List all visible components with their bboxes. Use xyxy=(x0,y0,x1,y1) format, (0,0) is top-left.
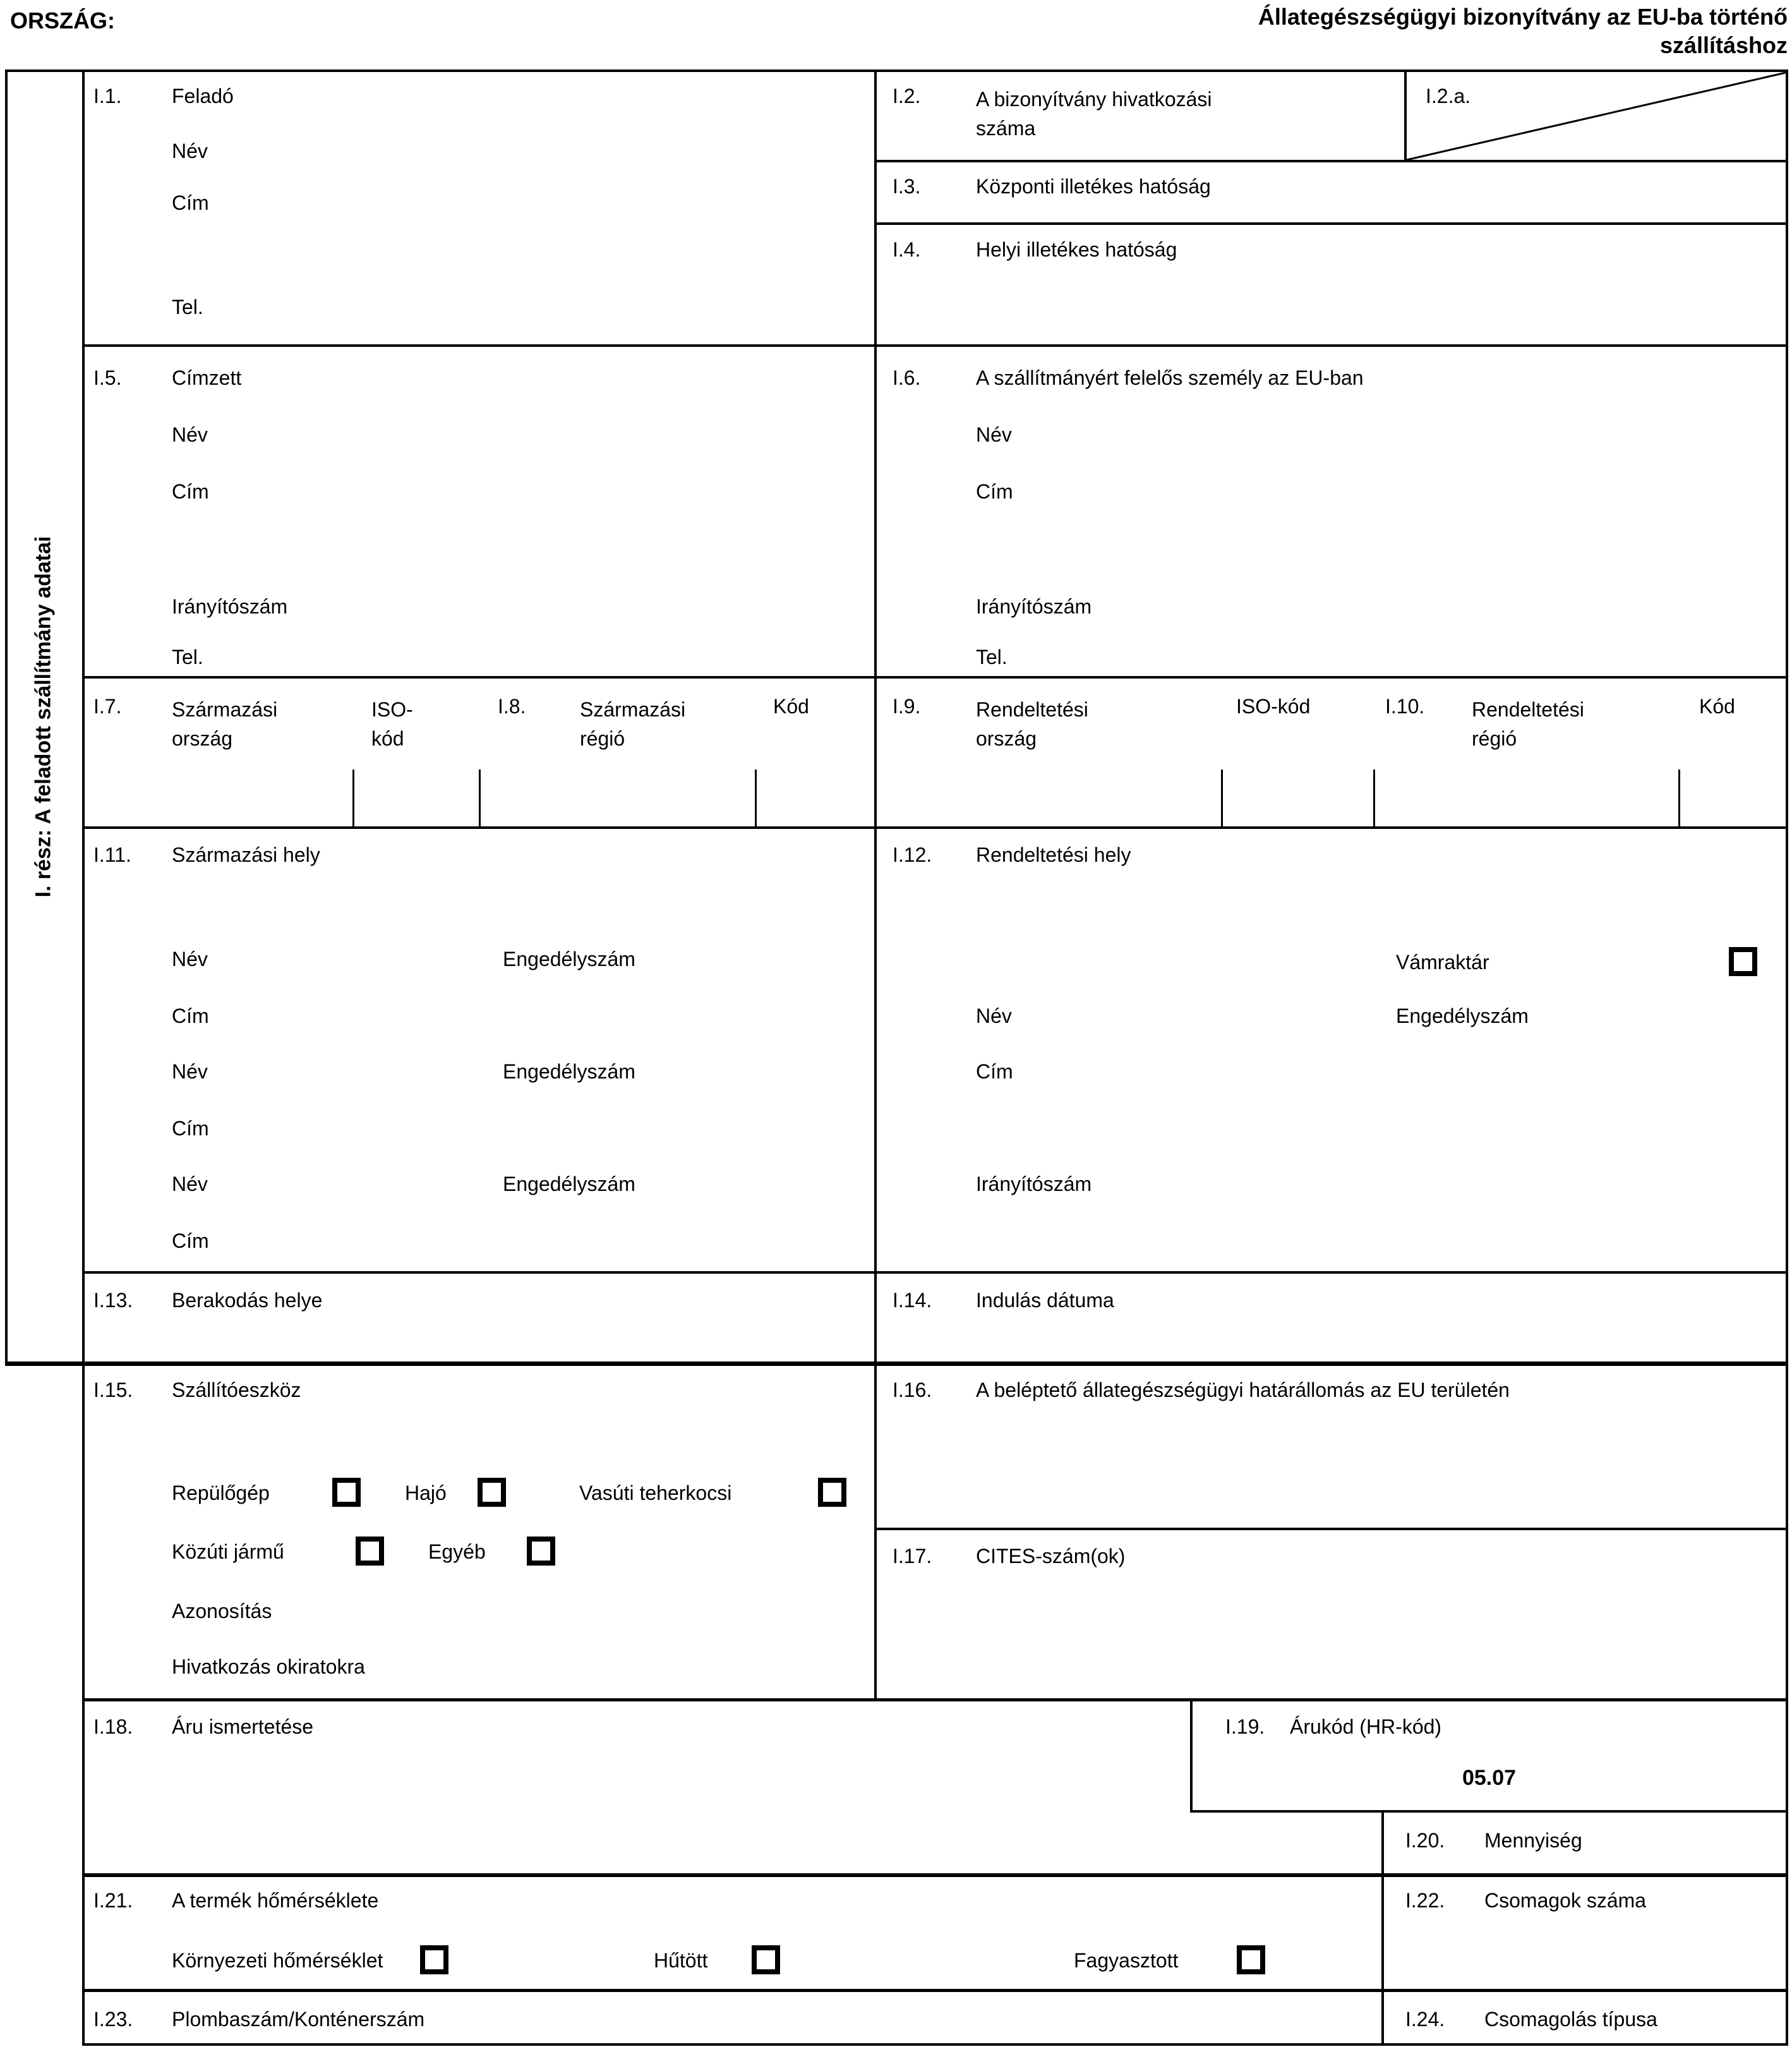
field-i2-heading xyxy=(893,85,1273,143)
grid-line-left xyxy=(5,69,8,1366)
i11-address2-label: Cím xyxy=(172,1117,209,1140)
field-i10-number: I.10. xyxy=(1385,695,1425,718)
field-i24-heading xyxy=(1405,2008,1657,2031)
i1-tel-label: Tel. xyxy=(172,296,203,318)
i21-frozen-label: Fagyasztott xyxy=(1074,1949,1179,1972)
field-i3-heading xyxy=(893,175,1211,198)
field-i23-number: I.23. xyxy=(93,2008,133,2031)
grid-line xyxy=(82,1873,1788,1877)
field-i21-heading xyxy=(93,1889,378,1912)
field-i5-number: I.5. xyxy=(93,366,122,389)
field-i4-number: I.4. xyxy=(893,238,921,261)
i6-name-label: Név xyxy=(976,423,1012,446)
grid-line-bottom xyxy=(82,2043,1788,2046)
grid-line xyxy=(82,826,1788,829)
code-tick xyxy=(1221,770,1223,826)
field-i11-number: I.11. xyxy=(93,843,131,866)
field-i6-heading xyxy=(893,366,1364,390)
i15-railway-label: Vasúti teherkocsi xyxy=(579,1482,732,1504)
part1-sidebar xyxy=(5,72,82,1362)
grid-line xyxy=(874,1528,1788,1530)
field-i2-number: I.2. xyxy=(893,85,921,107)
i5-name-label: Név xyxy=(172,423,208,446)
field-i18-number: I.18. xyxy=(93,1715,133,1738)
field-i18-heading xyxy=(93,1715,313,1739)
certificate-title xyxy=(1258,3,1788,59)
field-i16-heading xyxy=(893,1379,1510,1402)
field-i15-label: Szállítóeszköz xyxy=(172,1379,301,1401)
field-i20-heading xyxy=(1405,1829,1582,1852)
field-i13-number: I.13. xyxy=(93,1289,133,1312)
field-i12-label: Rendeltetési hely xyxy=(976,843,1131,866)
code-tick xyxy=(479,770,481,826)
field-i7-heading xyxy=(93,695,323,753)
i21-chilled-label: Hűtött xyxy=(654,1949,708,1972)
field-i7-number: I.7. xyxy=(93,695,122,718)
field-i7-label: Származási ország xyxy=(172,698,278,750)
field-i17-number: I.17. xyxy=(893,1545,932,1567)
field-i4-label: Helyi illetékes hatóság xyxy=(976,238,1177,261)
i11-address3-label: Cím xyxy=(172,1229,209,1252)
field-i22-label: Csomagok száma xyxy=(1484,1889,1647,1912)
field-i5-heading xyxy=(93,366,241,390)
field-i1-number: I.1. xyxy=(93,85,122,107)
ambient-temperature-checkbox[interactable] xyxy=(420,1945,448,1974)
grid-line xyxy=(82,344,1788,347)
field-i14-label: Indulás dátuma xyxy=(976,1289,1114,1312)
i9-iso-code-label: ISO-kód xyxy=(1236,695,1311,718)
i5-address-label: Cím xyxy=(172,480,209,503)
field-i3-label: Központi illetékes hatóság xyxy=(976,175,1211,198)
field-i14-number: I.14. xyxy=(893,1289,932,1312)
i10-code-label: Kód xyxy=(1699,695,1735,718)
field-i3-number: I.3. xyxy=(893,175,921,198)
field-i6-number: I.6. xyxy=(893,366,921,389)
grid-line xyxy=(874,222,1788,225)
i15-other-label: Egyéb xyxy=(428,1540,486,1563)
chilled-checkbox[interactable] xyxy=(752,1945,780,1974)
field-i22-heading xyxy=(1405,1889,1646,1912)
grid-line-right xyxy=(1786,69,1788,2046)
grid-line xyxy=(82,1271,1788,1274)
field-i16-label: A beléptető állategészségügyi határállomás az EU területén xyxy=(976,1379,1510,1401)
field-i4-heading xyxy=(893,238,1177,262)
field-i23-label: Plombaszám/Konténerszám xyxy=(172,2008,425,2031)
i12-name-label: Név xyxy=(976,1005,1012,1027)
field-i15-heading xyxy=(93,1379,301,1402)
grid-line xyxy=(82,676,1788,679)
frozen-checkbox[interactable] xyxy=(1237,1945,1265,1974)
field-i11-label: Származási hely xyxy=(172,843,320,866)
field-i20-label: Mennyiség xyxy=(1484,1829,1582,1852)
field-i8-number: I.8. xyxy=(498,695,526,718)
i12-address-label: Cím xyxy=(976,1060,1013,1083)
field-i6-label: A szállítmányért felelős személy az EU-ban xyxy=(976,366,1364,389)
grid-line xyxy=(1190,1810,1788,1813)
country-label: ORSZÁG: xyxy=(10,8,115,33)
field-i5-label: Címzett xyxy=(172,366,242,389)
i12-postcode-label: Irányítószám xyxy=(976,1173,1092,1195)
i1-name-label: Név xyxy=(172,140,208,162)
field-i21-number: I.21. xyxy=(93,1889,133,1912)
grid-line xyxy=(1381,1810,1384,2046)
field-i24-label: Csomagolás típusa xyxy=(1484,2008,1657,2031)
code-tick xyxy=(352,770,354,826)
field-i12-number: I.12. xyxy=(893,843,932,866)
field-i1-heading xyxy=(93,85,234,108)
i21-ambient-label: Környezeti hőmérséklet xyxy=(172,1949,383,1972)
i15-road-vehicle-label: Közúti jármű xyxy=(172,1540,284,1563)
i1-address-label: Cím xyxy=(172,191,209,214)
field-i1-label: Feladó xyxy=(172,85,234,107)
certificate-title-line1: Állategészségügyi bizonyítvány az EU-ba történő xyxy=(1258,4,1788,30)
field-i17-label: CITES-szám(ok) xyxy=(976,1545,1126,1567)
field-i8-label: Származási régió xyxy=(580,698,686,750)
code-tick xyxy=(755,770,757,826)
field-i10-heading xyxy=(1385,695,1623,753)
code-tick xyxy=(1373,770,1375,826)
i11-name3-label: Név xyxy=(172,1173,208,1195)
grid-line-thick xyxy=(5,1362,1788,1366)
field-i24-number: I.24. xyxy=(1405,2008,1445,2031)
field-i19-label: Árukód (HR-kód) xyxy=(1290,1715,1442,1738)
i6-tel-label: Tel. xyxy=(976,646,1007,668)
i7-iso-code-label: ISO-kód xyxy=(371,698,413,750)
i15-airplane-label: Repülőgép xyxy=(172,1482,270,1504)
field-i21-label: A termék hőmérséklete xyxy=(172,1889,379,1912)
i15-documentary-references-label: Hivatkozás okiratokra xyxy=(172,1655,365,1678)
i12-approval-label: Engedélyszám xyxy=(1396,1005,1529,1027)
road-vehicle-checkbox[interactable] xyxy=(356,1537,384,1566)
i11-name1-label: Név xyxy=(172,948,208,970)
i8-code-label: Kód xyxy=(773,695,809,718)
code-tick xyxy=(1678,770,1680,826)
field-i8-heading xyxy=(498,695,731,753)
i5-tel-label: Tel. xyxy=(172,646,203,668)
field-i19-number: I.19. xyxy=(1225,1715,1265,1738)
i5-postcode-label: Irányítószám xyxy=(172,595,288,618)
field-i19-heading xyxy=(1225,1715,1441,1739)
other-checkbox[interactable] xyxy=(527,1537,555,1566)
grid-line xyxy=(82,69,85,2046)
i6-postcode-label: Irányítószám xyxy=(976,595,1092,618)
i19-hs-code-value: 05.07 xyxy=(1462,1766,1517,1790)
i11-approval3-label: Engedélyszám xyxy=(503,1173,635,1195)
field-i22-number: I.22. xyxy=(1405,1889,1445,1912)
field-i13-label: Berakodás helye xyxy=(172,1289,323,1312)
i15-ship-label: Hajó xyxy=(405,1482,447,1504)
field-i2-label: A bizonyítvány hivatkozási száma xyxy=(976,88,1212,140)
field-i20-number: I.20. xyxy=(1405,1829,1445,1852)
i11-approval2-label: Engedélyszám xyxy=(503,1060,635,1083)
i12-customs-warehouse-label: Vámraktár xyxy=(1396,951,1489,974)
i11-name2-label: Név xyxy=(172,1060,208,1083)
i15-identification-label: Azonosítás xyxy=(172,1600,272,1622)
grid-line xyxy=(1190,1698,1193,1813)
grid-line xyxy=(82,1698,1788,1701)
grid-line-middle xyxy=(874,69,877,1701)
airplane-checkbox[interactable] xyxy=(332,1478,361,1507)
grid-line xyxy=(82,1989,1788,1992)
field-i18-label: Áru ismertetése xyxy=(172,1715,314,1738)
field-i13-heading xyxy=(93,1289,322,1312)
customs-warehouse-checkbox[interactable] xyxy=(1729,947,1757,976)
certificate-title-line2: szállításhoz xyxy=(1659,32,1788,58)
field-i14-heading xyxy=(893,1289,1114,1312)
field-i11-heading xyxy=(93,843,320,867)
i11-approval1-label: Engedélyszám xyxy=(503,948,635,970)
field-i12-heading xyxy=(893,843,1131,867)
field-i9-heading xyxy=(893,695,1128,753)
field-i23-heading xyxy=(93,2008,424,2031)
field-i17-heading xyxy=(893,1545,1125,1568)
field-i9-number: I.9. xyxy=(893,695,921,718)
field-i16-number: I.16. xyxy=(893,1379,932,1401)
i6-address-label: Cím xyxy=(976,480,1013,503)
railway-wagon-checkbox[interactable] xyxy=(818,1478,846,1507)
field-i15-number: I.15. xyxy=(93,1379,133,1401)
field-i2a-number: I.2.a. xyxy=(1426,85,1471,107)
field-i10-label: Rendeltetési régió xyxy=(1472,698,1584,750)
field-i9-label: Rendeltetési ország xyxy=(976,698,1088,750)
part1-sidebar-label: I. rész: A feladott szállítmány adatai xyxy=(31,536,56,898)
i11-address1-label: Cím xyxy=(172,1005,209,1027)
ship-checkbox[interactable] xyxy=(478,1478,506,1507)
